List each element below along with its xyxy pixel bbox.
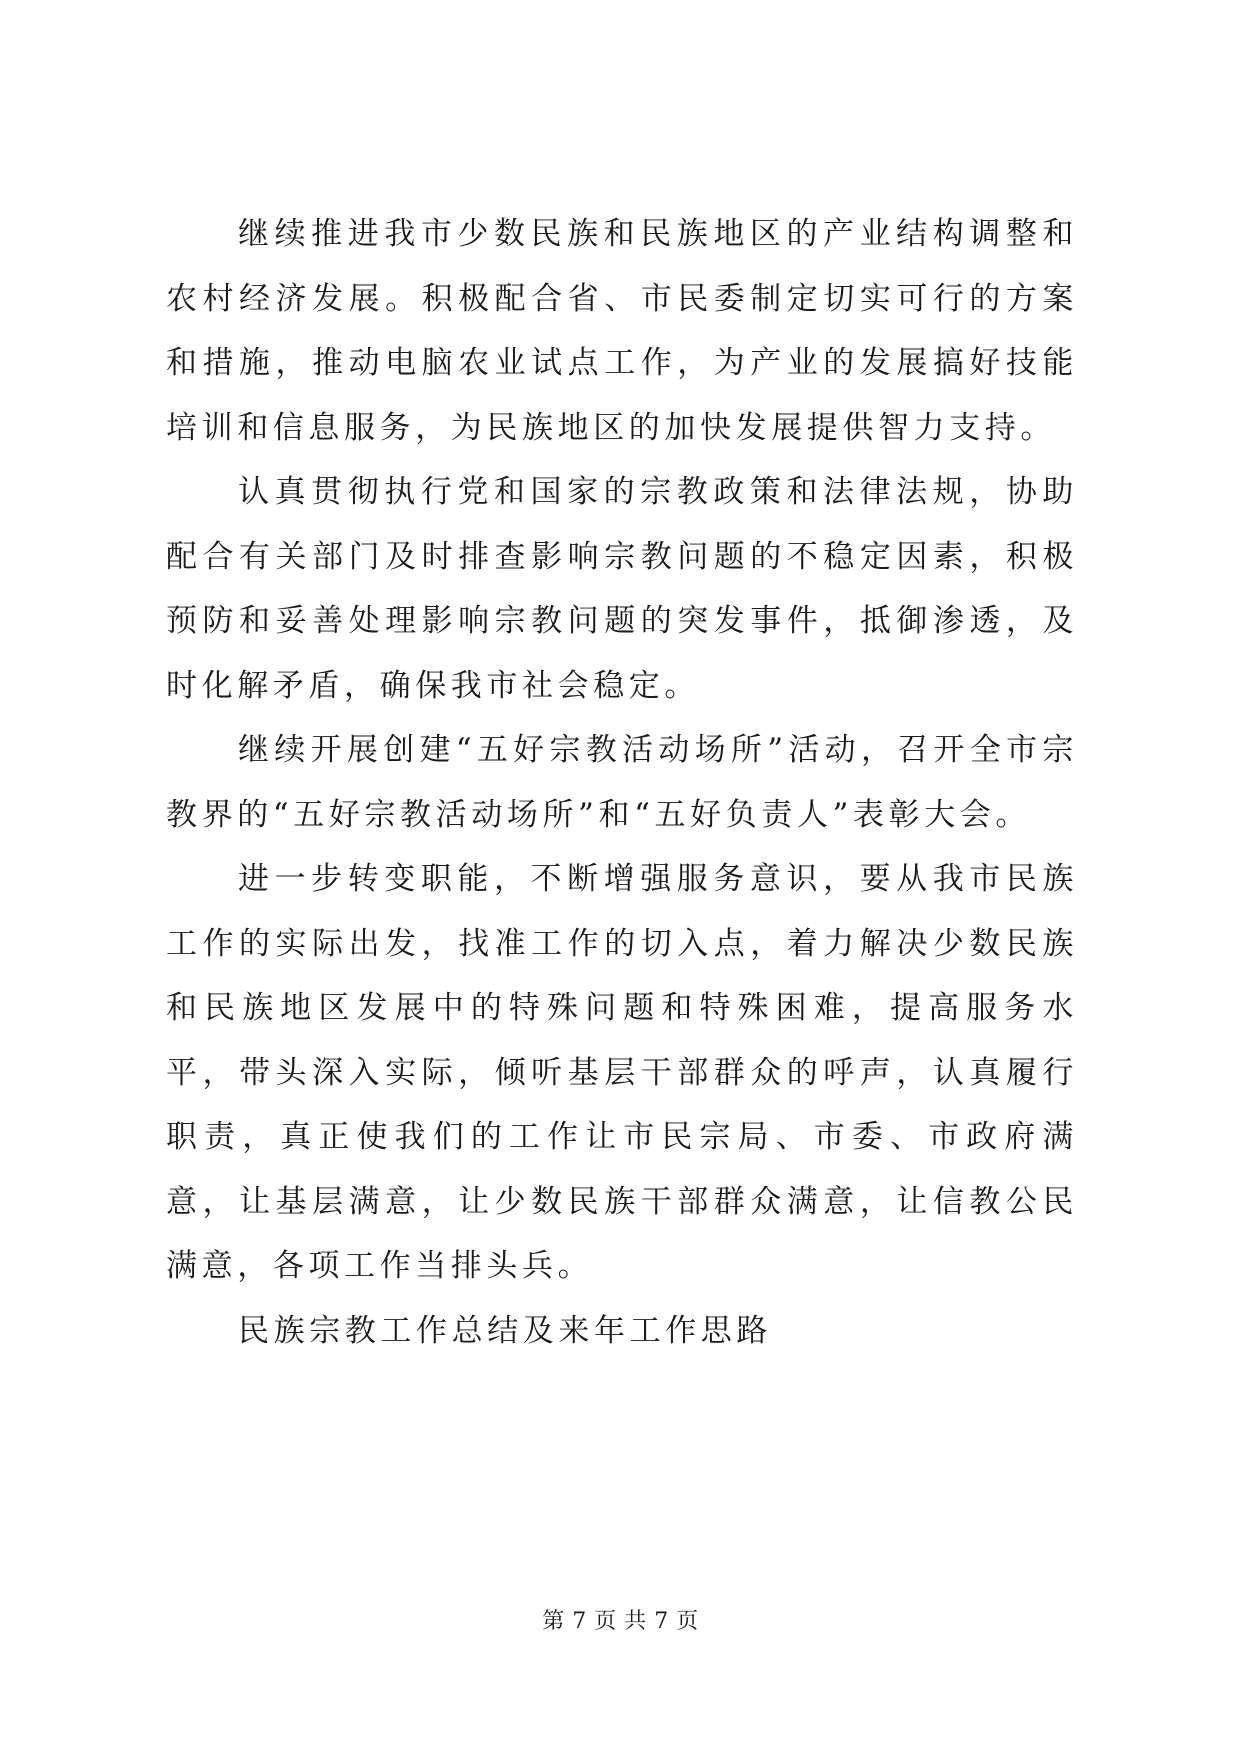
paragraph-closing-title: 民族宗教工作总结及来年工作思路: [238, 1312, 772, 1349]
paragraph-service-improvement: 进一步转变职能，不断增强服务意识，要从我市民族工作的实际出发，找准工作的切入点，着力解决少数民族和民族地区发展中的特殊问题和特殊困难，提高服务水平，带头深入实际，倾听基层干部群众的呼声，认真履行职责，真正使我们的工作让市民宗局、市委、市政府满意，让基层满意，让少数民族干部群众满意，让信教公民满意，各项工作当排头兵。: [166, 861, 1078, 1284]
paragraph-industry-development: 继续推进我市少数民族和民族地区的产业结构调整和农村经济发展。积极配合省、市民委制定切实可行的方案和措施，推动电脑农业试点工作，为产业的发展搞好技能培训和信息服务，为民族地区的加快发展提供智力支持。: [166, 216, 1078, 446]
paragraph-religious-policy: 认真贯彻执行党和国家的宗教政策和法律法规，协助配合有关部门及时排查影响宗教问题的不稳定因素，积极预防和妥善处理影响宗教问题的突发事件，抵御渗透，及时化解矛盾，确保我市社会稳定。: [166, 474, 1078, 704]
page-number-footer: 第 7 页 共 7 页: [542, 1609, 699, 1634]
paragraph-five-good-campaign: 继续开展创建“五好宗教活动场所”活动，召开全市宗教界的“五好宗教活动场所”和“五好负责人”表彰大会。: [166, 732, 1078, 833]
document-body: [166, 202, 1078, 1363]
